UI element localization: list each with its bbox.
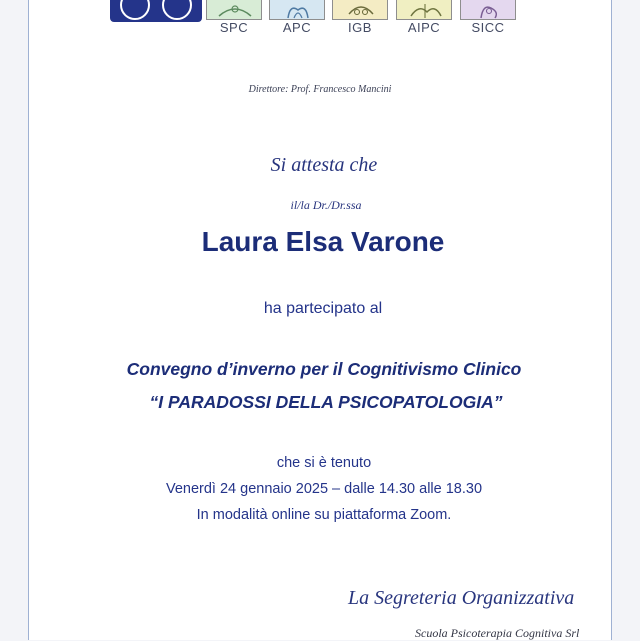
title-prefix: il/la Dr./Dr.ssa xyxy=(290,198,362,212)
logo-emblem-right xyxy=(162,0,192,20)
apc-logo-label: APC xyxy=(282,20,312,35)
logo-header xyxy=(0,0,640,42)
signature-line: La Segreteria Organizzativa xyxy=(348,587,575,609)
spc-logo-label: SPC xyxy=(219,20,249,35)
sicc-logo-label: SICC xyxy=(471,20,505,35)
event-date-time: Venerdì 24 gennaio 2025 – dalle 14.30 alle 18.30 xyxy=(165,481,483,497)
held-intro: che si è tenuto xyxy=(276,455,372,471)
spc-logo-icon xyxy=(206,0,262,20)
igb-logo-icon xyxy=(332,0,388,20)
main-logo xyxy=(110,0,202,22)
event-mode: In modalità online su piattaforma Zoom. xyxy=(196,507,452,523)
logo-emblem-left xyxy=(120,0,150,20)
igb-logo-label: IGB xyxy=(348,20,372,35)
sicc-logo-icon xyxy=(460,0,516,20)
apc-logo-icon xyxy=(269,0,325,20)
director-line: Direttore: Prof. Francesco Mancini xyxy=(248,84,392,95)
aipc-logo-label: AIPC xyxy=(407,20,441,35)
attestation-heading: Si attesta che xyxy=(270,154,378,176)
certificate-sheet xyxy=(28,0,612,640)
organization-name: Scuola Psicoterapia Cognitiva Srl xyxy=(415,626,580,640)
event-title: Convegno d’inverno per il Cognitivismo Clinico xyxy=(126,359,522,379)
aipc-logo-icon xyxy=(396,0,452,20)
event-subtitle: “I PARADOSSI DELLA PSICOPATOLOGIA” xyxy=(149,392,503,412)
participation-text: ha partecipato al xyxy=(263,300,383,317)
recipient-name: Laura Elsa Varone xyxy=(201,226,445,257)
